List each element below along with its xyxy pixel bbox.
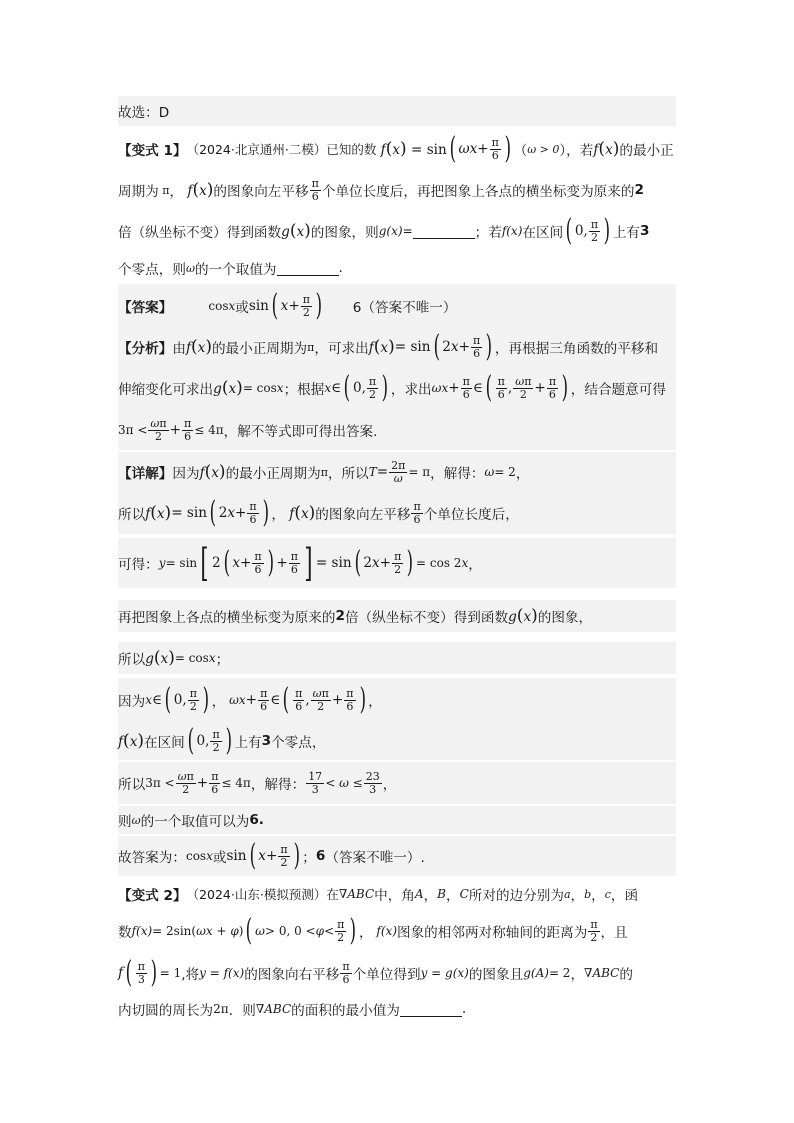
frac-pi-6: $\frac{\pi}{6}$ bbox=[491, 135, 499, 162]
text: 倍（纵坐标不变）得到函数 bbox=[344, 610, 509, 626]
step-line1: 所以 f(x) = sin ( 2 x + $\frac{\pi}{6}$ ) ， f(x) 的图象向左平移 $\frac{\pi}{6}$ 个单位长度后， bbox=[118, 492, 676, 534]
variant1-line3: 倍（纵坐标不变）得到函数 g(x) 的图象，则 g(x) = ；若 f(x) 在区间 ( 0, $\frac{\pi}{2}$ ) 上有 3 bbox=[118, 213, 650, 248]
analysis-line2: 伸缩变化可求出 g(x) = cos x ；根据 x ∈ ( 0, $\frac{\pi}{2}$ ) ，求出 ωx + $\frac{\pi}{6}$ ∈ ( $\frac{\pi}{6}$ , $\frac{\omega\pi}{2}$ + $\frac{\pi}{6}$ ) ，结合题意可得 bbox=[118, 366, 676, 410]
text: 3 bbox=[261, 733, 272, 749]
text: 的最小正周期为 bbox=[225, 466, 321, 482]
text: ， bbox=[570, 967, 585, 983]
text: ，再根据三角函数的平移和 bbox=[494, 341, 659, 357]
text: ；若 bbox=[474, 225, 502, 241]
text: ， bbox=[359, 925, 373, 941]
text: 的面积的最小值为 bbox=[291, 1003, 400, 1019]
text: ； bbox=[302, 850, 316, 866]
answer-six: 6（答案不唯一） bbox=[352, 300, 457, 316]
variant1-tag: 【变式 1】 bbox=[118, 143, 187, 159]
text: 3 bbox=[640, 223, 650, 239]
text: 可得： bbox=[118, 557, 159, 573]
variant2-tag: 【变式 2】 bbox=[118, 888, 187, 904]
text: ，结合题意可得 bbox=[570, 382, 666, 398]
text: ，解得： bbox=[430, 466, 485, 482]
answer-blank-2[interactable] bbox=[277, 261, 339, 276]
text: ，函 bbox=[610, 888, 639, 904]
variant2-line2: 数 f(x) = 2sin(ωx + φ) ( ω > 0, 0 < φ < $\frac{\pi}{2}$ ) ， f(x) 图象的相邻两对称轴间的距离为 $\frac{\pi}{2}$ ，且 bbox=[118, 913, 628, 948]
text: 伸缩变化可求出 bbox=[118, 382, 214, 398]
text: 中，角 bbox=[374, 888, 415, 904]
text: 个零点，则 bbox=[118, 262, 186, 278]
text: 的图象，则 bbox=[310, 225, 379, 241]
text: 的 bbox=[619, 967, 633, 983]
step-line4: 所以 g(x) = cos x ； bbox=[118, 642, 676, 674]
variant1-line4: 个零点，则 ω 的一个取值为 . bbox=[118, 260, 343, 278]
text: 倍（纵坐标不变）得到函数 bbox=[118, 225, 282, 241]
text: . bbox=[461, 1001, 467, 1017]
text: 2 bbox=[634, 182, 644, 198]
step-line5: 因为 x ∈ ( 0, $\frac{\pi}{2}$ ) ， ωx + $\frac{\pi}{6}$ ∈ ( $\frac{\pi}{6}$ , $\frac{\omega\pi}{2}$ + $\frac{\pi}{6}$ ) ， bbox=[118, 678, 676, 722]
step-line2: 可得： y = sin [ 2 ( x + $\frac{\pi}{6}$ ) + $\frac{\pi}{6}$ ] = sin ( 2 x + $\frac{\pi}{2}$ ) = cos 2 x ， bbox=[118, 538, 676, 588]
text: 或 bbox=[212, 850, 227, 866]
text: ，求出 bbox=[390, 382, 432, 398]
text: （ bbox=[513, 143, 528, 159]
text: 再把图象上各点的横坐标变为原来的 bbox=[118, 610, 336, 626]
variant2-line1: 【变式 2】 （2024·山东·模拟预测）在 ∇ ABC 中，角 A ， B ， C 所对的边分别为 a ， b ， c ，函 bbox=[118, 878, 676, 910]
text: （答案不唯一）. bbox=[325, 850, 425, 866]
text: 数 bbox=[118, 925, 132, 941]
text: ，且 bbox=[600, 925, 628, 941]
variant2-source: （2024·山东·模拟预测）在 bbox=[186, 887, 339, 902]
line-answer-select bbox=[118, 96, 676, 126]
text: 上有 bbox=[612, 225, 641, 241]
text: ， bbox=[211, 694, 226, 710]
text: 图象的相邻两对称轴间的距离为 bbox=[397, 925, 588, 941]
text: ， bbox=[515, 466, 530, 482]
text: 的图象向右平移 bbox=[244, 967, 340, 983]
text: ，解不等式即可得出答案. bbox=[223, 424, 378, 440]
text: 的图象， bbox=[537, 610, 593, 626]
text: 的最小正 bbox=[619, 143, 674, 159]
variant1-source: （2024·北京通州·二模）已知的数 bbox=[186, 142, 377, 157]
text: 因为 bbox=[172, 466, 200, 482]
text: ， bbox=[570, 888, 585, 904]
text: 个单位长度后， bbox=[423, 507, 519, 523]
text: 所以 bbox=[118, 507, 146, 523]
variant1-line2: 周期为 π ， f(x) 的图象向左平移 $\frac{\pi}{6}$ 个单位长度后，再把图象上各点的横坐标变为原来的 2 bbox=[118, 176, 644, 203]
text: ，可求出 bbox=[314, 341, 369, 357]
text: ），若 bbox=[559, 143, 594, 159]
text: 周期为 bbox=[118, 184, 159, 200]
text: 因为 bbox=[118, 694, 146, 710]
text: 的一个取值可以为 bbox=[140, 814, 250, 830]
text: 的一个取值为 bbox=[194, 262, 277, 278]
formula-f: f(x) = sin bbox=[376, 139, 447, 159]
text: 在区间 bbox=[144, 735, 185, 751]
text: ， bbox=[169, 184, 184, 200]
text: 个单位得到 bbox=[352, 967, 421, 983]
text: 上有 bbox=[234, 735, 262, 751]
text: 的图象且 bbox=[468, 967, 524, 983]
variant2-line3: f ( $\frac{\pi}{3}$ ) = 1 ,将 y = f(x) 的图象向右平移 $\frac{\pi}{6}$ 个单位得到 y = g(x) 的图象且 g(A) = 2 ， ∇ ABC 的 bbox=[118, 955, 633, 990]
text: 在区间 bbox=[522, 225, 564, 241]
text: ，所以 bbox=[327, 466, 369, 482]
cond-omega: ω > 0 bbox=[527, 142, 560, 156]
text: ,将 bbox=[181, 967, 200, 983]
text: 的图象向左平移 bbox=[213, 184, 309, 200]
text: ， bbox=[382, 777, 397, 793]
answer-blank-1[interactable] bbox=[413, 224, 475, 239]
answer-tag: 【答案】 bbox=[118, 300, 173, 316]
text: . bbox=[338, 260, 343, 276]
text: 个零点， bbox=[271, 735, 326, 751]
text: ， bbox=[591, 888, 605, 904]
text: 由 bbox=[172, 341, 186, 357]
step-line9: 故答案为： cos x 或 sin ( x + $\frac{\pi}{2}$ ) ； 6 （答案不唯一）. bbox=[118, 836, 676, 876]
text: ，解得： bbox=[250, 777, 306, 793]
detail-tag: 【详解】 bbox=[118, 466, 173, 482]
text: 2 bbox=[335, 608, 345, 624]
text: ， bbox=[468, 557, 482, 573]
answer-select-text: 故选：D bbox=[118, 105, 170, 121]
text: 个单位长度后，再把图象上各点的横坐标变为原来的 bbox=[321, 184, 635, 200]
answer-blank-3[interactable] bbox=[400, 1002, 462, 1017]
answer-line: 【答案】 cos x 或 sin ( x + $\frac{\pi}{2}$ ) 6（答案不唯一） bbox=[118, 284, 676, 328]
step-line6: f(x) 在区间 ( 0, $\frac{\pi}{2}$ ) 上有 3 个零点， bbox=[118, 722, 676, 760]
step-line8: 则 ω 的一个取值可以为 6. bbox=[118, 806, 676, 834]
text: 的最小正周期为 bbox=[211, 341, 308, 357]
text: 所以 bbox=[118, 652, 146, 668]
text: 所对的边分别为 bbox=[468, 888, 564, 904]
text: 所以 bbox=[118, 777, 146, 793]
analysis-line1: 【分析】 由 f(x) 的最小正周期为 π ，可求出 f(x) = sin ( 2 x + $\frac{\pi}{6}$ ) ，再根据三角函数的平移和 bbox=[118, 328, 676, 366]
text: ．则 bbox=[228, 1003, 256, 1019]
analysis-line3: 3π < $\frac{\omega\pi}{2}$ + $\frac{\pi}{6}$ ≤ 4π ，解不等式即可得出答案. bbox=[118, 410, 676, 450]
step-line3: 再把图象上各点的横坐标变为原来的 2 倍（纵坐标不变）得到函数 g(x) 的图象， bbox=[118, 600, 676, 632]
detail-line1: 【详解】 因为 f(x) 的最小正周期为 π ，所以 T = $\frac{2\pi}{\omega}$ = π ，解得： ω = 2 ， bbox=[118, 452, 676, 492]
text: 的图象向左平移 bbox=[315, 507, 411, 523]
text: 6. bbox=[249, 812, 264, 828]
text: 内切圆的周长为 bbox=[118, 1003, 214, 1019]
text: 则 bbox=[118, 814, 132, 830]
text: ； bbox=[215, 652, 230, 668]
text: ；根据 bbox=[283, 382, 325, 398]
text: ， bbox=[271, 507, 285, 523]
text: 或 bbox=[235, 300, 249, 316]
variant2-line4: 内切圆的周长为 2π ．则 ∇ ABC 的面积的最小值为 . bbox=[118, 1001, 467, 1019]
text: 故答案为： bbox=[118, 850, 186, 866]
text: 6 bbox=[315, 848, 326, 864]
analysis-tag: 【分析】 bbox=[118, 341, 173, 357]
text: ， bbox=[423, 888, 438, 904]
variant1-line1: 【变式 1】 （2024·北京通州·二模）已知的数 f(x) = sin ( ωx + $\frac{\pi}{6}$ ) （ ω > 0 ），若 f(x) 的最小正 bbox=[118, 131, 674, 166]
text: ， bbox=[446, 888, 460, 904]
step-line7: 所以 3π < $\frac{\omega\pi}{2}$ + $\frac{\pi}{6}$ ≤ 4π ，解得： $\frac{17}{3}$ < ω ≤ $\frac{23}{3}$ ， bbox=[118, 762, 676, 804]
text: ， bbox=[368, 694, 382, 710]
